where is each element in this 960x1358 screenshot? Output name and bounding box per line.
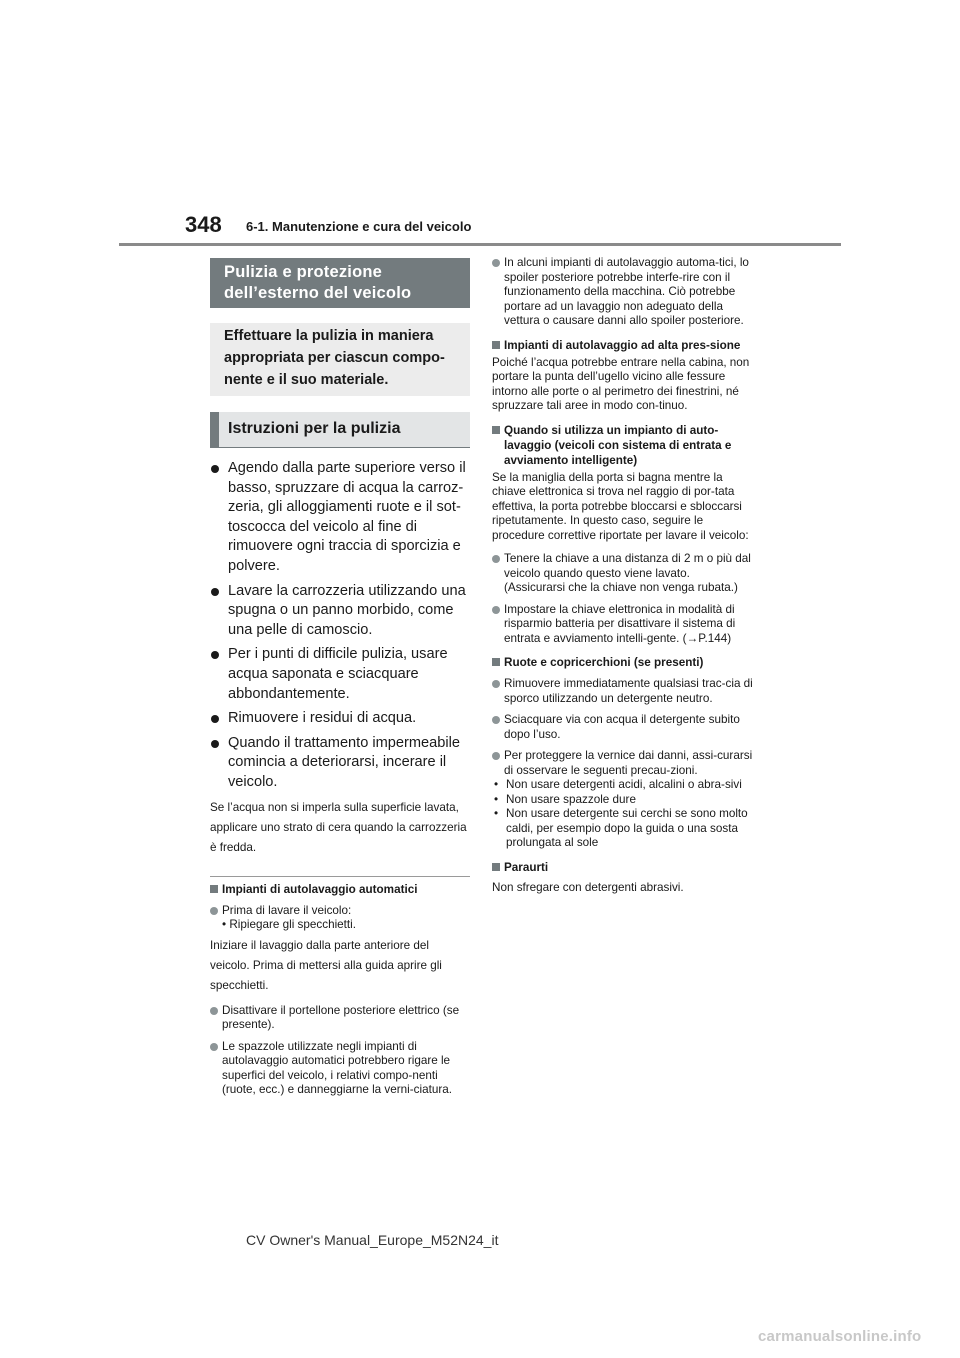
smart-entry-heading-text: Quando si utilizza un impianto di auto-lavaggio (veicoli con sistema di entrata e avviamento intelligente) (504, 423, 732, 467)
cleaning-instructions-heading: Istruzioni per la pulizia (210, 412, 470, 448)
header-rule (119, 243, 841, 246)
list-item (210, 1004, 470, 1033)
bullet-icon (210, 907, 218, 915)
bullet-icon (492, 606, 500, 614)
list-item (492, 256, 754, 329)
bullet-icon (492, 680, 500, 688)
bullet-icon (210, 1007, 218, 1015)
list-item (492, 677, 754, 706)
wheels-heading-text: Ruote e copricerchioni (se presenti) (504, 656, 704, 669)
list-item (210, 734, 470, 793)
list-item-text: Prima di lavare il veicolo: (222, 903, 352, 917)
list-item (492, 603, 754, 647)
list-item-text: Quando il trattamento impermeabile comincia a deteriorarsi, incerare il veicolo. (228, 734, 460, 790)
bumper-text: Non sfregare con detergenti abrasivi. (492, 880, 684, 894)
bullet-icon (210, 1043, 218, 1051)
list-item-text: Non usare spazzole dure (506, 792, 636, 806)
list-item (210, 1040, 470, 1098)
bumper-heading-text: Paraurti (504, 860, 549, 874)
bullet-icon (492, 752, 500, 760)
intro-line-3: nente e il suo materiale. (224, 372, 389, 388)
list-item (492, 552, 754, 596)
bumper-heading (492, 860, 754, 875)
left-column (210, 258, 470, 1098)
square-bullet-icon (492, 658, 500, 666)
square-bullet-icon (210, 885, 218, 893)
list-item (492, 778, 754, 793)
list-item-text: Non usare detergente sui cerchi se sono molto caldi, per esempio dopo la guida o una sosta prolungata al sole (506, 807, 748, 849)
list-item-text: In alcuni impianti di autolavaggio automa-tici, lo spoiler posteriore potrebbe interfe-rire con il funzionamento della macchina. Ciò potrebbe portare ad un lavaggio non adeguato della vettura o causare danni allo spoiler posteriore. (504, 256, 749, 327)
bullet-icon (211, 715, 219, 723)
page-header (0, 0, 960, 250)
list-item (492, 749, 754, 778)
cleaning-bullet-list (210, 459, 470, 793)
intro-line-2: appropriata per ciascun compo- (224, 350, 445, 366)
high-pressure-text: Poiché l’acqua potrebbe entrare nella cabina, non portare la punta dell’ugello vicino alle fessure intorno alle porte o al perimetro dei finestrini, né spruzzare tali aree in modo con-tinuo. (492, 355, 750, 412)
list-item-text: Lavare la carrozzeria utilizzando una spugna o un panno morbido, come una pelle di camoscio. (228, 582, 466, 638)
list-item-text: Per proteggere la vernice dai danni, assi-curarsi di osservare le seguenti precau-zioni. (504, 749, 753, 777)
manual-footer: CV Owner's Manual_Europe_M52N24_it (246, 1232, 499, 1248)
dot-bullet-icon: • (494, 792, 499, 806)
section-title: 6-1. Manutenzione e cura del veicolo (246, 219, 472, 234)
square-bullet-icon (492, 341, 500, 349)
bullet-icon (492, 555, 500, 563)
list-item-text: Rimuovere i residui di acqua. (228, 710, 417, 727)
list-item-text: Sciacquare via con acqua il detergente subito dopo l’uso. (504, 713, 740, 741)
list-item-text: Agendo dalla parte superiore verso il basso, spruzzare di acqua la carroz-zeria, gli alloggiamenti ruote e il sot-toscocca del veicolo al fine di rimuovere ogni traccia di sporcizia e polvere. (228, 460, 466, 574)
banner-line-1: Pulizia e protezione (224, 263, 383, 281)
list-item (210, 645, 470, 704)
wax-note: Se l’acqua non si imperla sulla superficie lavata, applicare uno strato di cera quando la carrozzeria è fredda. (210, 800, 467, 854)
auto-wash-heading-text: Impianti di autolavaggio automatici (222, 882, 418, 896)
list-item-text: Le spazzole utilizzate negli impianti di autolavaggio automatici potrebbero rigare le superfici del veicolo, i relativi compo-nenti (ruote, ecc.) e danneggiarne la verni-ciatura. (222, 1039, 452, 1096)
wheels-heading (492, 655, 754, 670)
list-item-text: Disattivare il portellone posteriore elettrico (se presente). (222, 1003, 460, 1031)
list-item (210, 709, 470, 729)
list-item-text: Non usare detergenti acidi, alcalini o abra-sivi (506, 778, 742, 791)
banner-line-2: dell’esterno del veicolo (224, 284, 412, 302)
list-item (492, 793, 754, 808)
bullet-icon (492, 259, 500, 267)
square-bullet-icon (492, 426, 500, 434)
smart-entry-text: Se la maniglia della porta si bagna mentre la chiave elettronica si trova nel raggio di por-tata effettiva, la porta potrebbe bloccarsi e sbloccarsi ripetutamente. In questo caso, seguire le procedure correttive riportate per lavare il veicolo: (492, 470, 749, 542)
smart-entry-heading (492, 423, 754, 468)
list-item-text: • Ripiegare gli specchietti. (222, 918, 357, 931)
square-bullet-icon (492, 863, 500, 871)
list-item (210, 904, 470, 933)
dot-bullet-icon: • (494, 778, 499, 791)
list-item (492, 713, 754, 742)
list-item (210, 459, 470, 577)
dot-bullet-icon: • (494, 807, 499, 820)
list-item-text: Per i punti di difficile pulizia, usare acqua saponata e sciacquare abbondantemente. (228, 646, 448, 702)
section-divider (210, 876, 470, 877)
bullet-icon (492, 716, 500, 724)
bullet-icon (211, 651, 219, 659)
bullet-icon (211, 740, 219, 748)
section-banner (210, 258, 470, 308)
watermark: carmanualsonline.info (758, 1328, 922, 1345)
high-pressure-heading-text: Impianti di autolavaggio ad alta pres-sione (504, 338, 741, 352)
page-number: 348 (185, 212, 222, 237)
right-column (492, 256, 754, 895)
intro-line-1: Effettuare la pulizia in maniera (224, 328, 434, 344)
intro-box (210, 323, 470, 396)
mirror-instructions: Iniziare il lavaggio dalla parte anteriore del veicolo. Prima di mettersi alla guida aprire gli specchietti. (210, 938, 442, 992)
high-pressure-heading (492, 338, 754, 353)
list-item (492, 807, 754, 851)
list-item-text: Rimuovere immediatamente qualsiasi trac-cia di sporco utilizzando un detergente neutro. (504, 677, 753, 705)
auto-wash-heading (210, 882, 470, 897)
bullet-icon (211, 465, 219, 473)
list-item-text: Impostare la chiave elettronica in modalità di risparmio batteria per disattivare il sistema di entrata e avviamento intelli-gente. (→P.144) (504, 602, 736, 645)
list-item (210, 582, 470, 641)
list-item-text: Tenere la chiave a una distanza di 2 m o più dal veicolo quando questo viene lavato. (Assicurarsi che la chiave non venga rubata.) (504, 552, 751, 594)
bullet-icon (211, 588, 219, 596)
